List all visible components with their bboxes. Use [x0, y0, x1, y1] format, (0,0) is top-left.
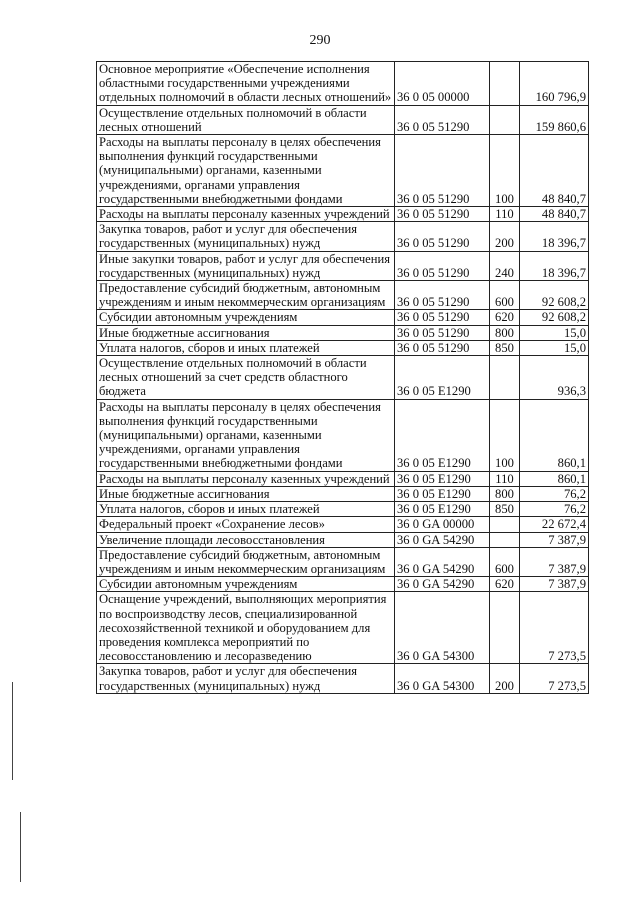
row-amount-cell: 22 672,4	[520, 517, 589, 532]
row-amount-cell: 15,0	[520, 340, 589, 355]
row-expense-type-cell	[490, 592, 520, 664]
row-code-cell: 36 0 05 E1290	[395, 399, 490, 471]
table-row	[97, 486, 589, 501]
row-name-cell: Федеральный проект «Сохранение лесов»	[97, 517, 395, 532]
table-row	[97, 664, 589, 693]
row-amount-cell: 92 608,2	[520, 281, 589, 310]
row-expense-type-cell: 240	[490, 251, 520, 280]
row-name-cell: Расходы на выплаты персоналу казенных учреждений	[97, 471, 395, 486]
table-row	[97, 517, 589, 532]
row-amount-cell: 92 608,2	[520, 310, 589, 325]
row-expense-type-cell: 200	[490, 664, 520, 693]
row-name-cell: Предоставление субсидий бюджетным, автономным учреждениям и иным некоммерческим организациям	[97, 547, 395, 576]
scan-edge-line-upper	[12, 682, 13, 780]
table-row	[97, 547, 589, 576]
row-code-cell: 36 0 05 51290	[395, 135, 490, 207]
row-name-cell: Расходы на выплаты персоналу в целях обеспечения выполнения функций государственными (муниципальными) органами, казенными учреждениями, органами управления государственными внебюджетными фондами	[97, 399, 395, 471]
scan-edge-line-lower	[20, 812, 21, 882]
row-expense-type-cell: 200	[490, 222, 520, 251]
row-code-cell: 36 0 05 51290	[395, 105, 490, 134]
row-expense-type-cell: 100	[490, 135, 520, 207]
row-code-cell: 36 0 GA 54300	[395, 664, 490, 693]
row-code-cell: 36 0 05 E1290	[395, 471, 490, 486]
table-row	[97, 356, 589, 400]
row-amount-cell: 48 840,7	[520, 207, 589, 222]
row-code-cell: 36 0 05 51290	[395, 340, 490, 355]
row-expense-type-cell	[490, 532, 520, 547]
table-row	[97, 577, 589, 592]
table-row	[97, 222, 589, 251]
row-code-cell: 36 0 05 51290	[395, 310, 490, 325]
table-row	[97, 251, 589, 280]
table-row	[97, 340, 589, 355]
row-amount-cell: 159 860,6	[520, 105, 589, 134]
row-code-cell: 36 0 05 51290	[395, 222, 490, 251]
row-name-cell: Уплата налогов, сборов и иных платежей	[97, 502, 395, 517]
row-amount-cell: 160 796,9	[520, 62, 589, 106]
row-expense-type-cell: 600	[490, 281, 520, 310]
table-row	[97, 532, 589, 547]
row-name-cell: Расходы на выплаты персоналу в целях обеспечения выполнения функций государственными (муниципальными) органами, казенными учреждениями, органами управления государственными внебюджетными фондами	[97, 135, 395, 207]
row-amount-cell: 48 840,7	[520, 135, 589, 207]
row-name-cell: Осуществление отдельных полномочий в области лесных отношений	[97, 105, 395, 134]
table-row	[97, 310, 589, 325]
row-code-cell: 36 0 GA 54290	[395, 547, 490, 576]
row-amount-cell: 18 396,7	[520, 222, 589, 251]
row-name-cell: Увеличение площади лесовосстановления	[97, 532, 395, 547]
row-amount-cell: 7 387,9	[520, 547, 589, 576]
table-row	[97, 105, 589, 134]
row-expense-type-cell: 620	[490, 577, 520, 592]
table-row	[97, 502, 589, 517]
row-name-cell: Основное мероприятие «Обеспечение исполнения областными государственными учреждениями отдельных полномочий в области лесных отношений»	[97, 62, 395, 106]
row-name-cell: Закупка товаров, работ и услуг для обеспечения государственных (муниципальных) нужд	[97, 222, 395, 251]
row-expense-type-cell: 110	[490, 471, 520, 486]
table-row	[97, 471, 589, 486]
row-code-cell: 36 0 GA 54290	[395, 577, 490, 592]
table-row	[97, 207, 589, 222]
row-code-cell: 36 0 05 E1290	[395, 486, 490, 501]
row-amount-cell: 76,2	[520, 502, 589, 517]
row-code-cell: 36 0 05 E1290	[395, 356, 490, 400]
row-amount-cell: 860,1	[520, 399, 589, 471]
row-expense-type-cell: 600	[490, 547, 520, 576]
row-code-cell: 36 0 05 E1290	[395, 502, 490, 517]
row-name-cell: Закупка товаров, работ и услуг для обеспечения государственных (муниципальных) нужд	[97, 664, 395, 693]
row-expense-type-cell: 850	[490, 340, 520, 355]
row-name-cell: Предоставление субсидий бюджетным, автономным учреждениям и иным некоммерческим организациям	[97, 281, 395, 310]
row-name-cell: Иные бюджетные ассигнования	[97, 325, 395, 340]
page-number: 290	[309, 33, 331, 48]
row-expense-type-cell: 850	[490, 502, 520, 517]
row-amount-cell: 936,3	[520, 356, 589, 400]
row-amount-cell: 7 387,9	[520, 577, 589, 592]
row-code-cell: 36 0 05 51290	[395, 325, 490, 340]
row-name-cell: Осуществление отдельных полномочий в области лесных отношений за счет средств областного бюджета	[97, 356, 395, 400]
row-name-cell: Уплата налогов, сборов и иных платежей	[97, 340, 395, 355]
row-code-cell: 36 0 05 00000	[395, 62, 490, 106]
row-code-cell: 36 0 05 51290	[395, 251, 490, 280]
row-expense-type-cell	[490, 517, 520, 532]
budget-table-body	[97, 62, 589, 694]
row-expense-type-cell	[490, 356, 520, 400]
row-name-cell: Расходы на выплаты персоналу казенных учреждений	[97, 207, 395, 222]
row-code-cell: 36 0 GA 54290	[395, 532, 490, 547]
row-expense-type-cell	[490, 105, 520, 134]
row-expense-type-cell: 620	[490, 310, 520, 325]
row-name-cell: Иные закупки товаров, работ и услуг для обеспечения государственных (муниципальных) нужд	[97, 251, 395, 280]
row-code-cell: 36 0 05 51290	[395, 207, 490, 222]
table-row	[97, 399, 589, 471]
row-expense-type-cell: 800	[490, 325, 520, 340]
table-row	[97, 592, 589, 664]
row-amount-cell: 7 273,5	[520, 664, 589, 693]
row-name-cell: Оснащение учреждений, выполняющих мероприятия по воспроизводству лесов, специализированной лесохозяйственной техникой и оборудованием для проведения комплекса мероприятий по лесовосстановлению и лесоразведению	[97, 592, 395, 664]
row-amount-cell: 7 387,9	[520, 532, 589, 547]
row-code-cell: 36 0 05 51290	[395, 281, 490, 310]
table-row	[97, 325, 589, 340]
row-expense-type-cell: 800	[490, 486, 520, 501]
row-expense-type-cell	[490, 62, 520, 106]
table-row	[97, 281, 589, 310]
row-name-cell: Субсидии автономным учреждениям	[97, 577, 395, 592]
row-name-cell: Субсидии автономным учреждениям	[97, 310, 395, 325]
row-amount-cell: 860,1	[520, 471, 589, 486]
row-code-cell: 36 0 GA 54300	[395, 592, 490, 664]
table-row	[97, 135, 589, 207]
row-amount-cell: 76,2	[520, 486, 589, 501]
table-row	[97, 62, 589, 106]
row-amount-cell: 18 396,7	[520, 251, 589, 280]
row-amount-cell: 7 273,5	[520, 592, 589, 664]
row-amount-cell: 15,0	[520, 325, 589, 340]
row-name-cell: Иные бюджетные ассигнования	[97, 486, 395, 501]
row-code-cell: 36 0 GA 00000	[395, 517, 490, 532]
row-expense-type-cell: 100	[490, 399, 520, 471]
budget-table	[96, 61, 589, 694]
row-expense-type-cell: 110	[490, 207, 520, 222]
